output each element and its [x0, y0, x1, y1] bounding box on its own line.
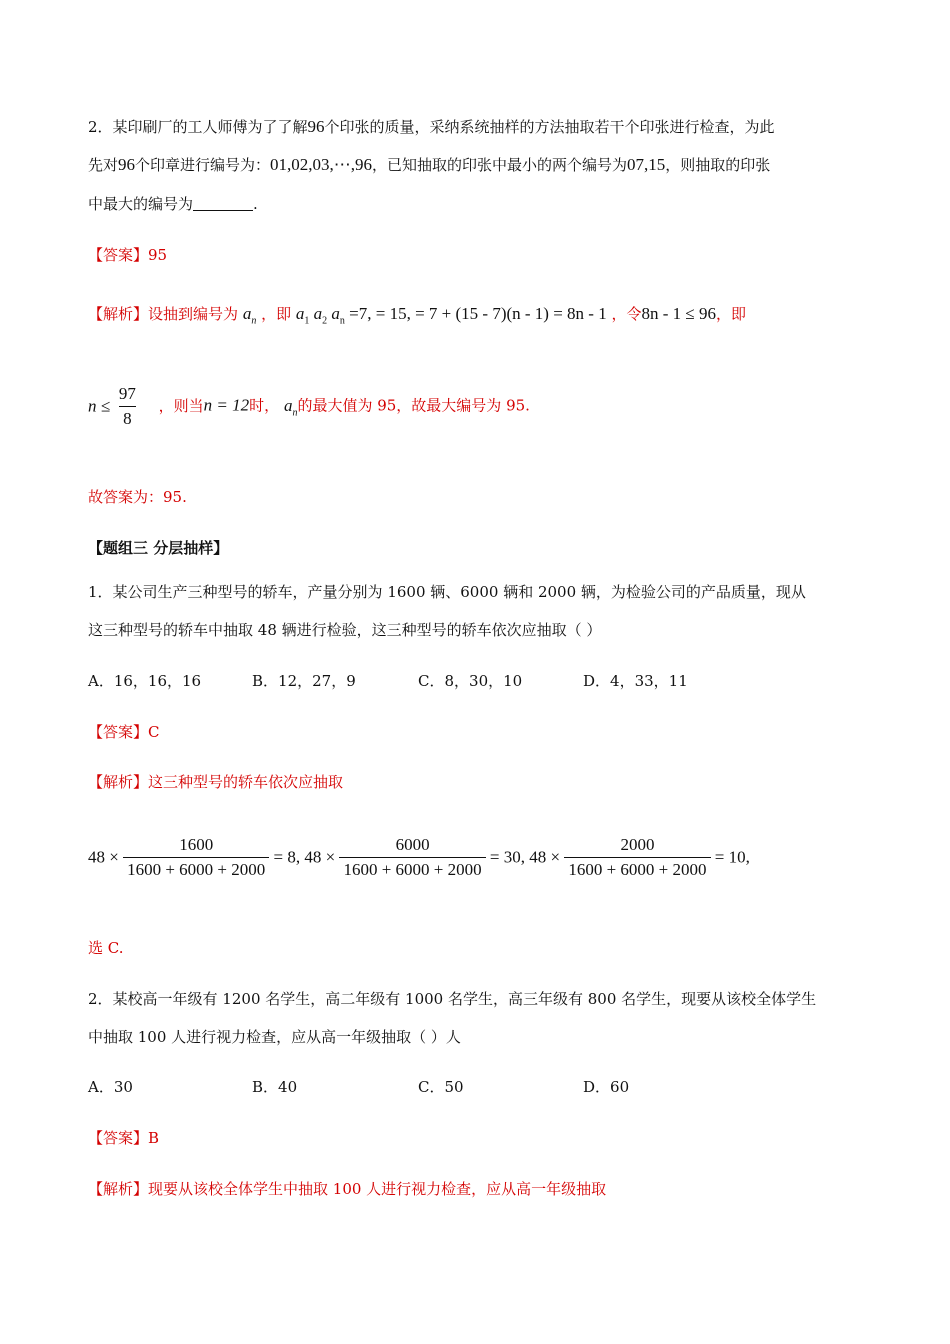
answer-blank	[193, 196, 253, 211]
q2-line-1: 2．某印刷厂的工人师傅为了了解96个印张的质量，采纳系统抽样的方法抽取若干个印张进行检查，为此	[88, 117, 775, 136]
q1-option-c: C．8，30，10	[418, 672, 523, 690]
q1-line-1: 1．某公司生产三种型号的轿车，产量分别为 1600 辆、6000 辆和 2000 辆，为检验公司的产品质量，现从	[88, 583, 806, 601]
q2b-line-2: 中抽取 100 人进行视力检查，应从高一年级抽取（ ）人	[88, 1028, 461, 1046]
analysis-formula: $a_1$ $a_2$ $a_n =7$, = 15, = 7 + (15 - 7)(n - 1) = 8n - 1	[295, 304, 607, 327]
q2-answer: 【答案】95	[88, 246, 168, 264]
q2b-option-b: B．40	[252, 1078, 298, 1096]
q1-option-a: A．16，16，16	[88, 672, 202, 690]
q1-analysis: 【解析】这三种型号的轿车依次应抽取	[88, 773, 344, 791]
q2-final: 故答案为：95.	[88, 488, 187, 506]
fraction-2: $\frac{6000}{1600 + 6000 + 2000}$	[339, 833, 485, 882]
q2b-analysis: 【解析】现要从该校全体学生中抽取 100 人进行视力检查，应从高一年级抽取	[88, 1180, 607, 1198]
q2-line-3: 中最大的编号为 .	[88, 195, 258, 213]
q2-line-2: 先对96个印章进行编号为：01,02,03,⋯,96，已知抽取的印张中最小的两个编号为07,15，则抽取的印张	[88, 155, 771, 174]
q2b-option-d: D．60	[583, 1078, 630, 1096]
q1-line-2: 这三种型号的轿车中抽取 48 辆进行检验，这三种型号的轿车依次应抽取（ ）	[88, 621, 602, 639]
fraction-1: $\frac{1600}{1600 + 6000 + 2000}$	[123, 833, 269, 882]
q2b-option-a: A．30	[88, 1078, 133, 1096]
q1-option-b: B．12，27，9	[252, 672, 356, 690]
q1-formula: 48 × $\frac{1600}{1600 + 6000 + 2000}$ = 8, 48 × $\frac{6000}{1600 + 6000 + 2000}$ = 30, 48 × $\frac{2000}{1600 + 6000 + 2000}$ = 10,	[88, 833, 750, 882]
fraction-97-8: $\frac{97}{8}$	[115, 382, 140, 431]
q2-analysis-line-1: 【解析】设抽到编号为 $a_n$ ，即 $a_1$ $a_2$ $a_n =7$, = 15, = 7 + (15 - 7)(n - 1) = 8n - 1 ，令8n - 1 ≤ 96，即	[88, 304, 747, 327]
group-3-title: 【题组三 分层抽样】	[88, 539, 229, 557]
q2b-answer: 【答案】B	[88, 1129, 160, 1147]
q1-answer: 【答案】C	[88, 723, 160, 741]
q2b-option-c: C．50	[418, 1078, 464, 1096]
q2b-line-1: 2．某校高一年级有 1200 名学生，高二年级有 1000 名学生，高三年级有 800 名学生，现要从该校全体学生	[88, 990, 817, 1008]
q1-option-d: D．4，33，11	[583, 672, 688, 690]
q1-choose: 选 C.	[88, 939, 124, 957]
q2-analysis-line-2: n ≤ $\frac{97}{8}$ ，则当n = 12时， $a_n$的最大值为 95，故最大编号为 95.	[88, 382, 530, 431]
fraction-3: $\frac{2000}{1600 + 6000 + 2000}$	[564, 833, 710, 882]
